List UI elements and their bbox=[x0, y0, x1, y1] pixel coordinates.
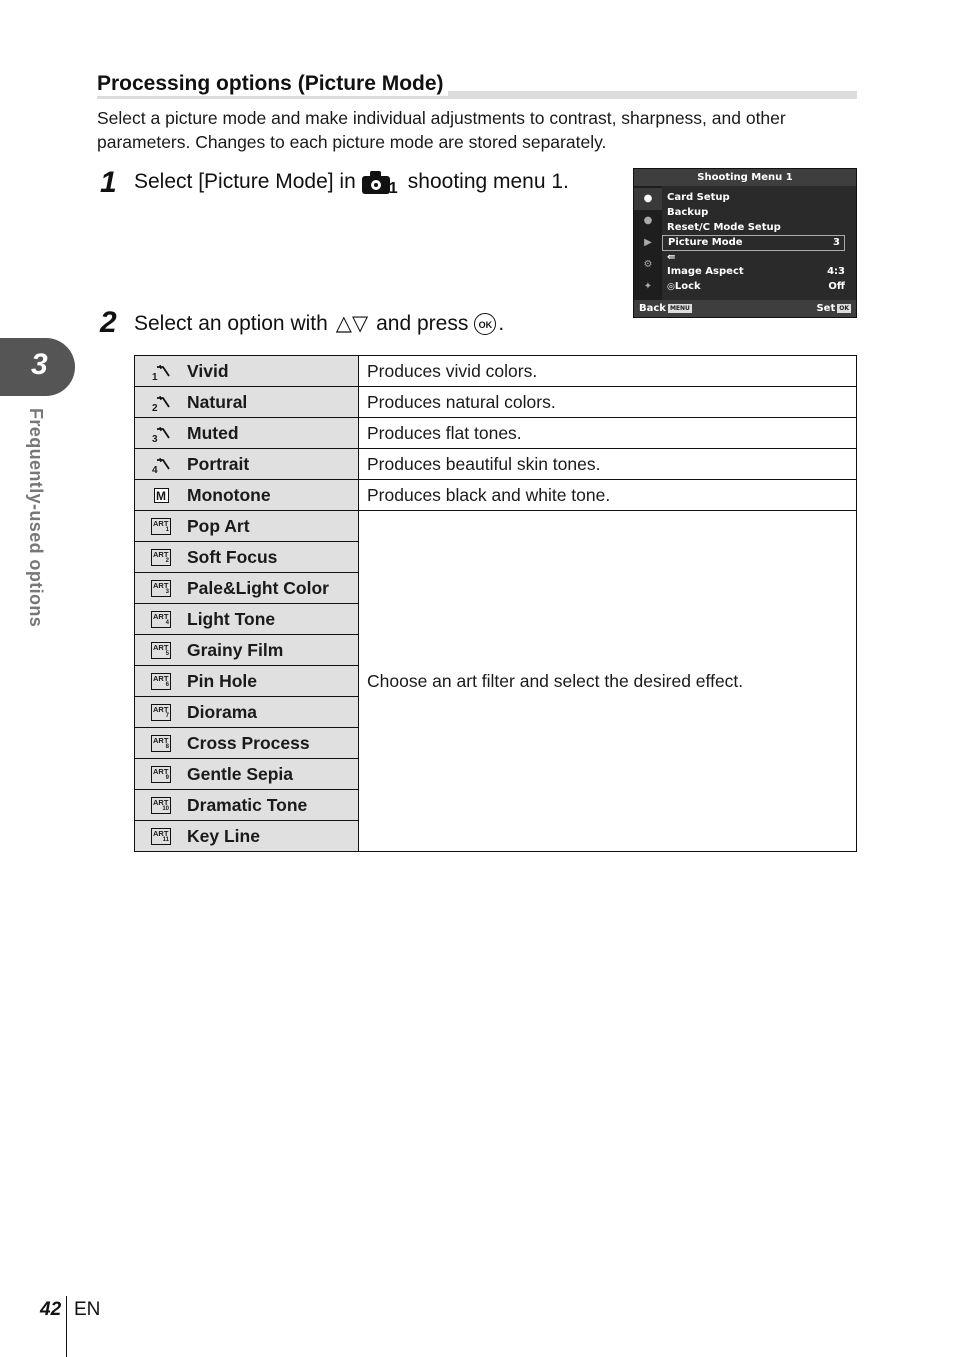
step-1-text bbox=[134, 170, 569, 197]
table-row bbox=[135, 418, 857, 449]
mode-name-cell bbox=[135, 387, 359, 418]
step-2-text-before: Select an option with bbox=[134, 311, 328, 335]
mode-name: Soft Focus bbox=[187, 546, 278, 567]
picture-mode-3-icon: 3 bbox=[135, 424, 187, 442]
mode-name: Diorama bbox=[187, 701, 258, 722]
art-3-icon: ART 3 bbox=[153, 580, 169, 595]
camera-icon bbox=[362, 170, 398, 197]
lcd-row-lock: ◎Lock Off bbox=[667, 281, 845, 292]
mode-name-cell bbox=[135, 449, 359, 480]
step-1-text-after: shooting menu 1. bbox=[407, 170, 569, 193]
art-9-icon: ART 9 bbox=[153, 766, 169, 781]
art-filter-description: Choose an art filter and select the desired effect. bbox=[359, 511, 857, 852]
art-4-icon: ART 4 bbox=[153, 611, 169, 626]
setup-menu-icon: ✦ bbox=[643, 281, 653, 292]
table-row bbox=[135, 387, 857, 418]
chapter-tab bbox=[0, 338, 75, 396]
shooting-menu-1-icon: ● bbox=[634, 188, 662, 210]
section-title: Processing options (Picture Mode) bbox=[97, 72, 448, 96]
mode-name-cell bbox=[135, 790, 359, 821]
picture-mode-4-icon: 4 bbox=[135, 455, 187, 473]
mode-name: Grainy Film bbox=[187, 639, 284, 660]
lcd-title: Shooting Menu 1 bbox=[634, 169, 856, 186]
mode-name: Key Line bbox=[187, 825, 260, 846]
mode-name: Gentle Sepia bbox=[187, 763, 294, 784]
mode-name-cell bbox=[135, 666, 359, 697]
mode-name: Dramatic Tone bbox=[187, 794, 308, 815]
mode-description: Produces flat tones. bbox=[359, 418, 857, 449]
camera-menu-screen bbox=[633, 168, 857, 318]
page-number: 42 bbox=[40, 1299, 62, 1320]
mode-name: Vivid bbox=[187, 360, 229, 381]
art-2-icon: ART 2 bbox=[153, 549, 169, 564]
camera-icon-sub: 1 bbox=[388, 180, 398, 197]
mode-name: Monotone bbox=[187, 484, 271, 505]
art-10-icon: ART 10 bbox=[153, 797, 169, 812]
mode-name-cell bbox=[135, 511, 359, 542]
lcd-footer: Back MENU Set OK bbox=[634, 300, 856, 317]
lcd-row-card-setup: Card Setup bbox=[667, 192, 730, 203]
mode-name: Light Tone bbox=[187, 608, 276, 629]
mode-name-cell bbox=[135, 728, 359, 759]
picture-mode-2-icon: 2 bbox=[135, 393, 187, 411]
mode-name: Pale&Light Color bbox=[187, 577, 329, 598]
art-11-icon: ART 11 bbox=[153, 828, 169, 843]
mode-name-cell bbox=[135, 697, 359, 728]
lcd-row-quality: ⇚ bbox=[667, 252, 676, 263]
footer-divider bbox=[66, 1296, 67, 1357]
lcd-row-reset: Reset/C Mode Setup bbox=[667, 222, 781, 233]
mode-name: Pin Hole bbox=[187, 670, 258, 691]
ok-button-icon: OK bbox=[474, 313, 496, 335]
mode-name: Natural bbox=[187, 391, 248, 412]
intro-paragraph: Select a picture mode and make individual adjustments to contrast, sharpness, and other parameters. Changes to each picture mode are stored separately. bbox=[97, 108, 786, 152]
table-row bbox=[135, 480, 857, 511]
lcd-row-backup: Backup bbox=[667, 207, 709, 218]
page-footer bbox=[40, 1299, 101, 1321]
mode-name: Cross Process bbox=[187, 732, 310, 753]
step-2-number: 2 bbox=[100, 306, 117, 339]
picture-mode-table bbox=[134, 355, 857, 852]
mode-name-cell bbox=[135, 480, 359, 511]
mode-name-cell bbox=[135, 821, 359, 852]
art-6-icon: ART 6 bbox=[153, 673, 169, 688]
step-2-text-after: . bbox=[498, 311, 505, 335]
mode-description: Produces natural colors. bbox=[359, 387, 857, 418]
mode-description: Produces black and white tone. bbox=[359, 480, 857, 511]
mode-name: Pop Art bbox=[187, 515, 250, 536]
art-8-icon: ART 8 bbox=[153, 735, 169, 750]
mode-name-cell bbox=[135, 759, 359, 790]
mode-name-cell bbox=[135, 604, 359, 635]
lcd-side-tabs bbox=[634, 186, 662, 300]
mode-name-cell bbox=[135, 635, 359, 666]
playback-menu-icon: ▶ bbox=[644, 237, 652, 248]
art-7-icon: ART 7 bbox=[153, 704, 169, 719]
step-2-text bbox=[134, 311, 504, 336]
mode-name: Muted bbox=[187, 422, 239, 443]
mode-name-cell bbox=[135, 542, 359, 573]
mode-name: Portrait bbox=[187, 453, 250, 474]
language-label: EN bbox=[74, 1299, 101, 1320]
monotone-icon: M bbox=[135, 488, 187, 503]
chapter-side-label: Frequently-used options bbox=[26, 408, 46, 628]
table-row bbox=[135, 356, 857, 387]
mode-description: Produces beautiful skin tones. bbox=[359, 449, 857, 480]
chapter-number: 3 bbox=[31, 348, 48, 381]
mode-name-cell bbox=[135, 356, 359, 387]
lcd-row-image-aspect: Image Aspect 4:3 bbox=[667, 266, 845, 277]
custom-menu-icon: ⚙ bbox=[643, 259, 653, 270]
table-row bbox=[135, 511, 857, 542]
step-2-text-middle: and press bbox=[376, 311, 469, 335]
up-down-arrow-icon: △▽ bbox=[335, 312, 369, 335]
shooting-menu-2-icon: ● bbox=[643, 215, 653, 226]
lcd-row-picture-mode: Picture Mode 3 bbox=[662, 235, 845, 251]
mode-description: Produces vivid colors. bbox=[359, 356, 857, 387]
art-1-icon: ART 1 bbox=[153, 518, 169, 533]
picture-mode-1-icon: 1 bbox=[135, 362, 187, 380]
mode-name-cell bbox=[135, 573, 359, 604]
step-1-number: 1 bbox=[100, 166, 117, 199]
section-heading bbox=[97, 72, 857, 100]
mode-name-cell bbox=[135, 418, 359, 449]
art-5-icon: ART 5 bbox=[153, 642, 169, 657]
step-1-text-before: Select [Picture Mode] in bbox=[134, 170, 356, 193]
table-row bbox=[135, 449, 857, 480]
